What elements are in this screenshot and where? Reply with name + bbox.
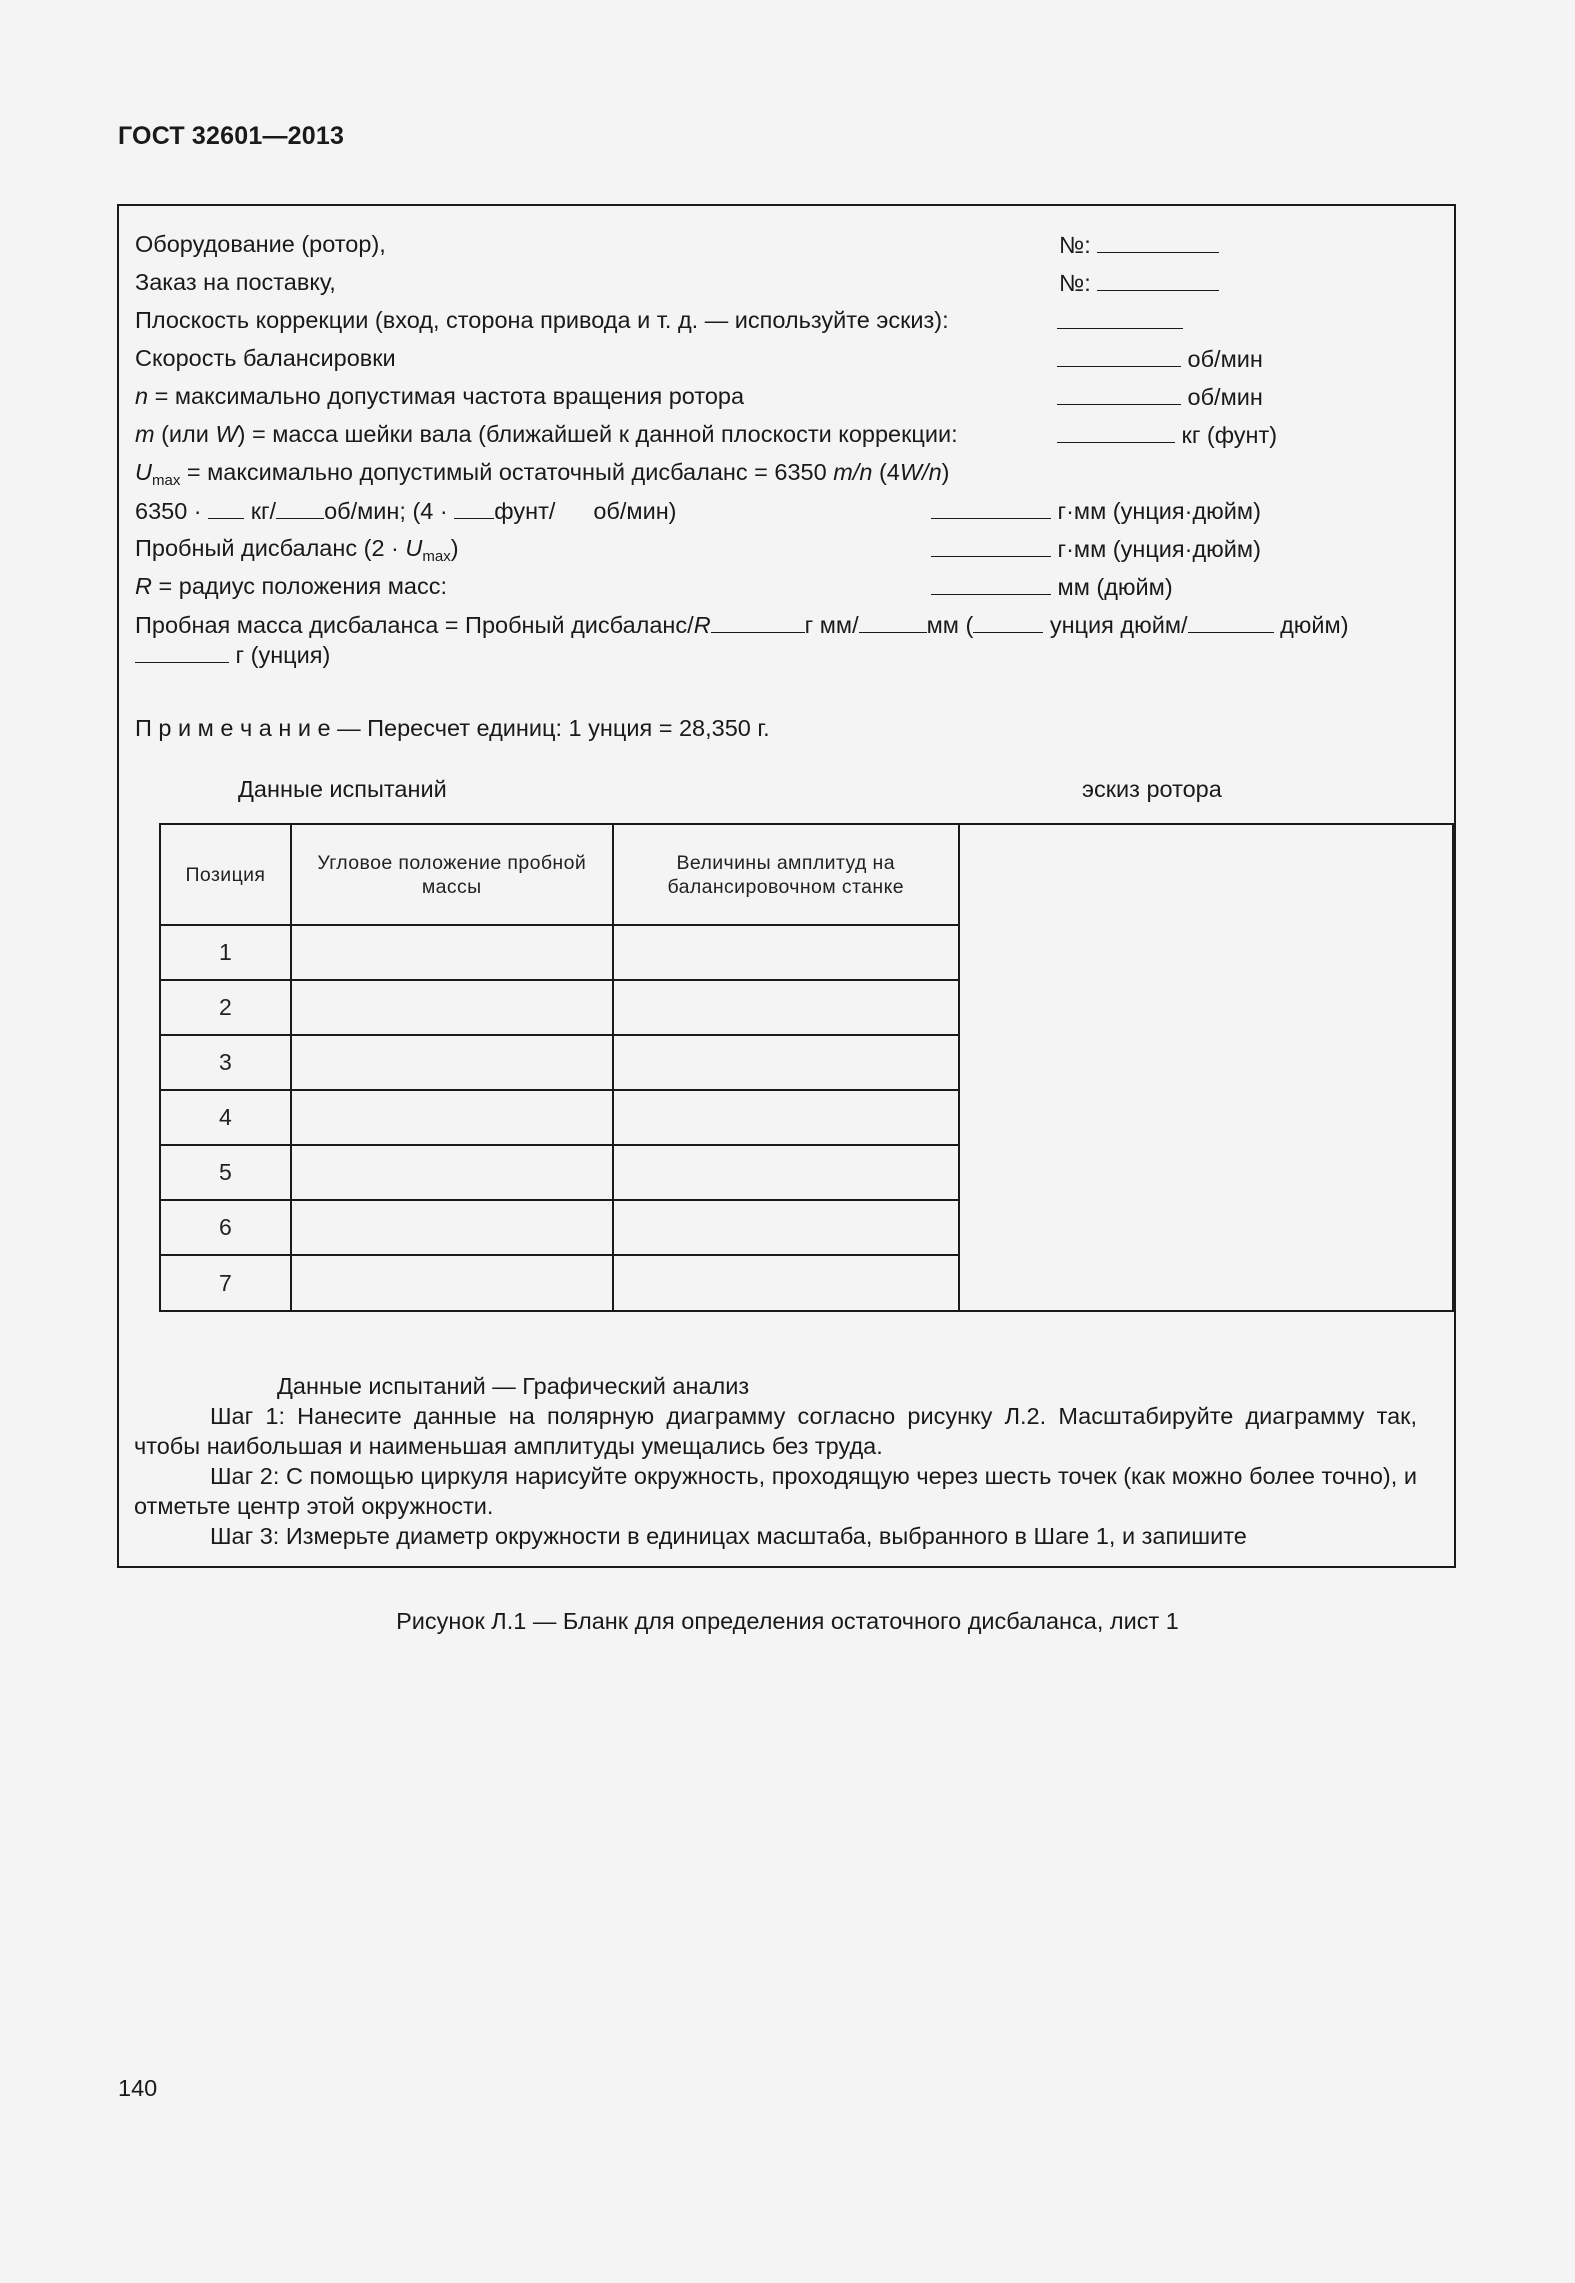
subscript-max: max — [151, 472, 181, 489]
var-u: U — [135, 459, 152, 485]
row-number: 7 — [160, 1255, 291, 1311]
max-unbalance-text-2: (4 — [872, 459, 900, 485]
trial-mass-blank-4[interactable] — [1188, 610, 1274, 633]
calc-blank-2[interactable] — [276, 496, 324, 519]
max-speed-text: = максимально допустимая частота вращения ротора — [148, 383, 745, 409]
calc-blank-1[interactable] — [208, 496, 244, 519]
unit-kg-lb: кг (фунт) — [1181, 422, 1278, 448]
note-label: П р и м е ч а н и е — [135, 715, 331, 741]
trial-mass-part-d: дюйм) — [1280, 612, 1349, 638]
unbalance-calculation — [135, 496, 677, 525]
trial-unbalance-label — [135, 534, 459, 565]
order-number-field[interactable] — [1059, 268, 1219, 297]
trial-mass-part-c: унция дюйм/ — [1049, 612, 1188, 638]
number-sign: №: — [1059, 232, 1091, 258]
trial-mass-blank-2[interactable] — [859, 610, 927, 633]
max-unbalance-label — [135, 458, 950, 489]
calc-part-c: об/мин; (4 · — [324, 498, 448, 524]
journal-mass-blank[interactable] — [1057, 420, 1175, 443]
calc-part-a: 6350 · — [135, 498, 202, 524]
number-sign: №: — [1059, 270, 1091, 296]
journal-mass-text-1: (или — [154, 421, 216, 447]
max-speed-blank[interactable] — [1057, 382, 1181, 405]
trial-text: Пробный дисбаланс (2 · — [135, 535, 406, 561]
max-speed-field[interactable] — [1057, 382, 1263, 411]
row-number: 4 — [160, 1090, 291, 1145]
analysis-step-3: Шаг 3: Измерьте диаметр окружности в единицах масштаба, выбранного в Шаге 1, и запишите — [210, 1523, 1247, 1549]
note-text: — Пересчет единиц: 1 унция = 28,350 г. — [330, 715, 770, 741]
analysis-step-2: Шаг 2: С помощью циркуля нарисуйте окружность, проходящую через шесть точек (как можно более точно), и отметьте центр этой окружности. — [134, 1463, 1417, 1519]
balancing-speed-blank[interactable] — [1057, 344, 1181, 367]
unbalance-calc-blank[interactable] — [931, 496, 1051, 519]
graphic-analysis — [134, 1371, 1417, 1551]
angle-cell[interactable] — [291, 1200, 613, 1255]
formula-w-n: W/n — [899, 459, 942, 485]
order-label: Заказ на поставку, — [135, 269, 336, 295]
angle-cell[interactable] — [291, 1035, 613, 1090]
calc-part-d: фунт/ — [494, 498, 556, 524]
trial-mass-part-e: г (унция) — [235, 642, 331, 668]
unit-rpm: об/мин — [1187, 346, 1263, 372]
unit-mm: мм (дюйм) — [1057, 574, 1173, 600]
rotor-sketch-area[interactable] — [959, 824, 1453, 1311]
trial-mass-part-b: мм ( — [926, 612, 974, 638]
equipment-label: Оборудование (ротор), — [135, 231, 386, 257]
equipment-number-field[interactable] — [1059, 230, 1219, 259]
rotor-sketch-label: эскиз ротора — [1082, 776, 1222, 802]
trial-close: ) — [450, 535, 459, 561]
row-number: 5 — [160, 1145, 291, 1200]
equipment-number-blank[interactable] — [1097, 230, 1219, 253]
amplitude-cell[interactable] — [613, 1035, 959, 1090]
test-data-label: Данные испытаний — [238, 776, 447, 802]
row-number: 1 — [160, 925, 291, 980]
balance-form — [117, 204, 1456, 1568]
max-unbalance-text: = максимально допустимый остаточный дисбаланс = 6350 — [180, 459, 834, 485]
correction-plane-label: Плоскость коррекции (вход, сторона привода и т. д. — используйте эскиз): — [135, 307, 949, 333]
var-n: n — [135, 383, 149, 409]
trial-mass-blank-1[interactable] — [711, 610, 805, 633]
angle-cell[interactable] — [291, 1255, 613, 1311]
var-m: m — [135, 421, 155, 447]
trial-unbalance-field[interactable] — [931, 534, 1261, 563]
row-number: 3 — [160, 1035, 291, 1090]
formula-m-n: m/n — [833, 459, 873, 485]
angle-cell[interactable] — [291, 925, 613, 980]
balancing-speed-field[interactable] — [1057, 344, 1263, 373]
table-header-row — [160, 824, 1453, 925]
trial-mass-continuation — [135, 640, 330, 669]
figure-caption: Рисунок Л.1 — Бланк для определения остаточного дисбаланса, лист 1 — [396, 1608, 1179, 1634]
trial-mass-part-a: г мм/ — [804, 612, 859, 638]
angle-cell[interactable] — [291, 1145, 613, 1200]
trial-mass-row — [135, 610, 1349, 639]
radius-label — [135, 572, 447, 600]
var-w: W — [215, 421, 238, 447]
amplitude-cell[interactable] — [613, 925, 959, 980]
var-r: R — [135, 573, 152, 599]
analysis-title: Данные испытаний — Графический анализ — [277, 1373, 750, 1399]
unit-rpm: об/мин — [1187, 384, 1263, 410]
var-r: R — [693, 612, 711, 638]
amplitude-cell[interactable] — [613, 1255, 959, 1311]
document-header: ГОСТ 32601—2013 — [118, 122, 345, 150]
var-u: U — [405, 535, 423, 561]
subscript-max: max — [422, 548, 451, 565]
trial-mass-blank-3[interactable] — [973, 610, 1043, 633]
header-amplitudes: Величины амплитуд на балансировочном станке — [613, 824, 959, 925]
amplitude-cell[interactable] — [613, 980, 959, 1035]
correction-plane-field[interactable] — [1057, 306, 1183, 335]
unit-note — [135, 714, 770, 742]
trial-mass-blank-5[interactable] — [135, 640, 229, 663]
radius-blank[interactable] — [931, 572, 1051, 595]
amplitude-cell[interactable] — [613, 1090, 959, 1145]
angle-cell[interactable] — [291, 980, 613, 1035]
correction-plane-blank[interactable] — [1057, 306, 1183, 329]
journal-mass-label — [135, 420, 958, 448]
max-speed-label — [135, 382, 744, 410]
radius-field[interactable] — [931, 572, 1173, 601]
row-number: 6 — [160, 1200, 291, 1255]
page-number: 140 — [118, 2075, 158, 2101]
header-position: Позиция — [160, 824, 291, 925]
header-angular-position: Угловое положение пробной массы — [291, 824, 613, 925]
row-number: 2 — [160, 980, 291, 1035]
calc-blank-3[interactable] — [454, 496, 494, 519]
order-number-blank[interactable] — [1097, 268, 1219, 291]
test-data-table — [159, 823, 1454, 1312]
amplitude-cell[interactable] — [613, 1200, 959, 1255]
journal-mass-text-2: ) = масса шейки вала (ближайшей к данной плоскости коррекции: — [237, 421, 958, 447]
unbalance-calculation-field[interactable] — [931, 496, 1261, 525]
trial-unbalance-blank[interactable] — [931, 534, 1051, 557]
balancing-speed-label: Скорость балансировки — [135, 345, 396, 371]
calc-part-e: об/мин) — [593, 498, 677, 524]
journal-mass-field[interactable] — [1057, 420, 1277, 449]
analysis-step-1: Шаг 1: Нанесите данные на полярную диаграмму согласно рисунку Л.2. Масштабируйте диаграмму так, чтобы наибольшая и наименьшая амплитуды умещались без труда. — [134, 1403, 1417, 1459]
calc-part-b: кг/ — [250, 498, 277, 524]
max-unbalance-text-3: ) — [941, 459, 950, 485]
radius-text: = радиус положения масс: — [151, 573, 447, 599]
amplitude-cell[interactable] — [613, 1145, 959, 1200]
trial-mass-text: Пробная масса дисбаланса = Пробный дисбаланс/ — [135, 612, 694, 638]
angle-cell[interactable] — [291, 1090, 613, 1145]
unit-g-mm: г·мм (унция·дюйм) — [1057, 536, 1261, 562]
unit-g-mm: г·мм (унция·дюйм) — [1057, 498, 1261, 524]
